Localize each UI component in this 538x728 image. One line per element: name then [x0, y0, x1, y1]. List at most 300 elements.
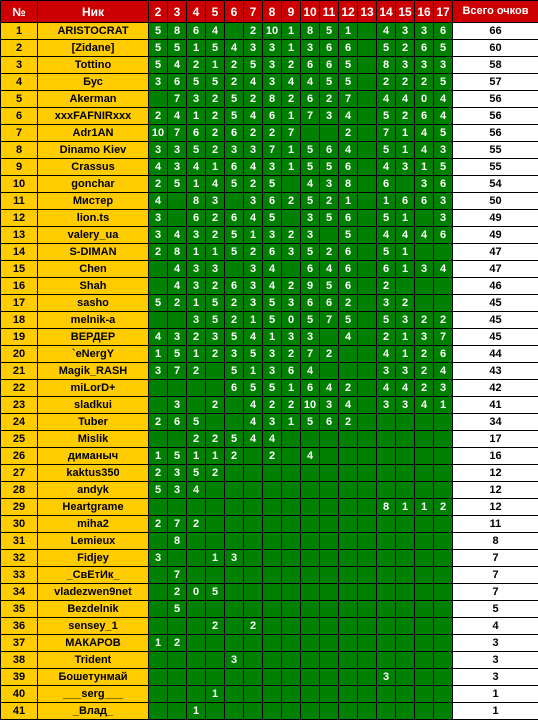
score-cell — [358, 346, 377, 363]
score-cell: 3 — [263, 57, 282, 74]
score-cell — [358, 703, 377, 720]
score-cell — [168, 669, 187, 686]
nick-cell: Lemieux — [38, 533, 149, 550]
score-cell — [320, 465, 339, 482]
score-cell — [187, 652, 206, 669]
nick-cell: [Zidane] — [38, 40, 149, 57]
score-cell — [244, 635, 263, 652]
score-cell: 5 — [225, 244, 244, 261]
nick-cell: miha2 — [38, 516, 149, 533]
score-cell — [415, 210, 434, 227]
score-cell: 1 — [206, 159, 225, 176]
score-cell: 2 — [225, 295, 244, 312]
score-cell: 5 — [168, 601, 187, 618]
score-cell — [225, 261, 244, 278]
score-cell — [225, 482, 244, 499]
score-cell: 2 — [320, 91, 339, 108]
score-cell — [377, 618, 396, 635]
score-cell — [244, 533, 263, 550]
table-row — [1, 244, 538, 261]
score-cell: 4 — [263, 261, 282, 278]
total-cell: 56 — [453, 108, 538, 125]
total-cell: 1 — [453, 686, 538, 703]
score-cell: 3 — [263, 227, 282, 244]
score-cell: 2 — [187, 57, 206, 74]
score-cell: 6 — [301, 295, 320, 312]
score-cell: 3 — [225, 346, 244, 363]
score-cell — [415, 703, 434, 720]
score-cell: 3 — [206, 193, 225, 210]
score-cell: 4 — [244, 329, 263, 346]
score-cell: 3 — [168, 465, 187, 482]
score-cell — [377, 635, 396, 652]
score-cell: 4 — [396, 380, 415, 397]
nick-cell: _Влад_ — [38, 703, 149, 720]
score-cell: 7 — [301, 108, 320, 125]
nick-cell: Dinamo Kiev — [38, 142, 149, 159]
score-cell: 2 — [244, 244, 263, 261]
score-cell — [206, 601, 225, 618]
score-cell: 3 — [149, 142, 168, 159]
score-cell — [377, 550, 396, 567]
score-cell — [301, 669, 320, 686]
score-cell: 6 — [301, 91, 320, 108]
score-cell: 3 — [149, 227, 168, 244]
score-cell: 2 — [415, 363, 434, 380]
score-cell: 6 — [320, 142, 339, 159]
score-cell — [301, 516, 320, 533]
score-cell: 5 — [149, 482, 168, 499]
score-cell: 5 — [377, 312, 396, 329]
score-cell — [339, 516, 358, 533]
table-row — [1, 193, 538, 210]
nick-cell: МАКАРОВ — [38, 635, 149, 652]
score-cell — [415, 244, 434, 261]
score-cell — [358, 635, 377, 652]
table-row — [1, 380, 538, 397]
score-cell: 3 — [396, 57, 415, 74]
score-cell — [339, 550, 358, 567]
score-cell — [225, 567, 244, 584]
score-cell — [263, 465, 282, 482]
score-cell: 1 — [206, 448, 225, 465]
total-cell: 44 — [453, 346, 538, 363]
score-cell — [339, 533, 358, 550]
total-cell: 5 — [453, 601, 538, 618]
score-cell — [358, 380, 377, 397]
total-cell: 66 — [453, 23, 538, 40]
score-cell — [358, 108, 377, 125]
score-cell — [225, 193, 244, 210]
score-cell: 1 — [282, 108, 301, 125]
score-cell: 6 — [415, 108, 434, 125]
score-cell — [358, 210, 377, 227]
score-cell: 2 — [415, 346, 434, 363]
score-cell — [225, 669, 244, 686]
score-cell — [263, 482, 282, 499]
total-cell: 50 — [453, 193, 538, 210]
score-cell — [206, 652, 225, 669]
score-cell — [358, 227, 377, 244]
table-row — [1, 363, 538, 380]
score-cell — [149, 652, 168, 669]
score-cell — [434, 618, 453, 635]
score-cell — [339, 686, 358, 703]
total-cell: 3 — [453, 635, 538, 652]
score-cell — [168, 431, 187, 448]
score-cell — [434, 635, 453, 652]
score-cell — [358, 74, 377, 91]
score-cell — [396, 176, 415, 193]
score-cell: 0 — [415, 91, 434, 108]
score-cell — [396, 686, 415, 703]
score-cell: 2 — [339, 414, 358, 431]
score-cell — [301, 686, 320, 703]
score-cell: 8 — [168, 244, 187, 261]
nick-cell: ВЕРДЕР — [38, 329, 149, 346]
score-cell — [225, 635, 244, 652]
score-cell: 1 — [187, 244, 206, 261]
score-cell: 3 — [206, 261, 225, 278]
score-cell: 4 — [434, 363, 453, 380]
score-cell: 2 — [396, 108, 415, 125]
score-cell: 6 — [415, 40, 434, 57]
score-cell — [396, 278, 415, 295]
header-round: 13 — [358, 1, 377, 23]
score-cell: 2 — [206, 142, 225, 159]
score-cell: 2 — [168, 635, 187, 652]
score-cell: 2 — [320, 244, 339, 261]
score-cell: 3 — [415, 329, 434, 346]
score-cell: 2 — [206, 397, 225, 414]
score-cell: 6 — [168, 414, 187, 431]
score-cell — [282, 210, 301, 227]
table-row — [1, 397, 538, 414]
score-cell — [377, 652, 396, 669]
score-cell: 2 — [320, 346, 339, 363]
score-cell: 5 — [320, 278, 339, 295]
score-cell: 3 — [168, 482, 187, 499]
score-cell — [263, 584, 282, 601]
table-row — [1, 329, 538, 346]
total-cell: 12 — [453, 499, 538, 516]
score-cell: 3 — [168, 397, 187, 414]
score-cell — [377, 516, 396, 533]
score-cell: 4 — [168, 227, 187, 244]
score-cell — [339, 584, 358, 601]
score-cell: 3 — [377, 295, 396, 312]
score-cell: 2 — [225, 57, 244, 74]
score-cell — [263, 618, 282, 635]
score-cell — [168, 499, 187, 516]
total-cell: 45 — [453, 295, 538, 312]
score-cell — [301, 601, 320, 618]
score-cell — [320, 635, 339, 652]
score-cell: 2 — [282, 91, 301, 108]
score-cell: 4 — [415, 397, 434, 414]
score-cell — [339, 652, 358, 669]
nick-cell: sladkui — [38, 397, 149, 414]
score-cell — [282, 176, 301, 193]
score-cell: 5 — [168, 176, 187, 193]
score-cell — [149, 567, 168, 584]
score-cell — [396, 414, 415, 431]
score-cell: 2 — [206, 278, 225, 295]
score-cell: 6 — [339, 244, 358, 261]
score-cell — [282, 686, 301, 703]
score-cell — [434, 244, 453, 261]
score-cell: 5 — [149, 57, 168, 74]
score-cell — [244, 516, 263, 533]
score-cell — [282, 499, 301, 516]
score-cell: 6 — [168, 74, 187, 91]
table-row — [1, 499, 538, 516]
total-cell: 46 — [453, 278, 538, 295]
score-cell: 7 — [263, 142, 282, 159]
table-row — [1, 652, 538, 669]
score-cell: 3 — [263, 346, 282, 363]
rank-cell: 29 — [1, 499, 38, 516]
score-cell — [301, 499, 320, 516]
table-row — [1, 465, 538, 482]
score-cell: 2 — [187, 363, 206, 380]
score-cell — [149, 312, 168, 329]
score-cell — [244, 652, 263, 669]
table-row — [1, 176, 538, 193]
score-cell — [434, 278, 453, 295]
total-cell: 17 — [453, 431, 538, 448]
score-cell — [358, 278, 377, 295]
score-cell: 8 — [263, 91, 282, 108]
score-cell — [396, 482, 415, 499]
score-cell: 4 — [339, 397, 358, 414]
score-cell: 2 — [206, 431, 225, 448]
score-cell: 3 — [187, 91, 206, 108]
score-cell: 1 — [415, 159, 434, 176]
score-cell: 1 — [187, 108, 206, 125]
score-cell: 7 — [282, 125, 301, 142]
table-row — [1, 431, 538, 448]
score-cell — [415, 550, 434, 567]
score-cell: 1 — [206, 244, 225, 261]
score-cell: 2 — [282, 227, 301, 244]
score-cell: 6 — [301, 57, 320, 74]
table-row — [1, 261, 538, 278]
score-cell — [187, 380, 206, 397]
score-cell — [263, 635, 282, 652]
nick-cell: ARISTOCRAT — [38, 23, 149, 40]
score-cell: 5 — [187, 414, 206, 431]
score-cell — [358, 125, 377, 142]
score-cell — [187, 618, 206, 635]
score-cell — [434, 567, 453, 584]
score-cell — [434, 465, 453, 482]
score-cell: 3 — [434, 193, 453, 210]
score-cell — [320, 703, 339, 720]
table-row — [1, 312, 538, 329]
rank-cell: 1 — [1, 23, 38, 40]
score-cell — [415, 448, 434, 465]
score-cell — [339, 448, 358, 465]
score-cell: 3 — [396, 397, 415, 414]
score-cell: 3 — [168, 159, 187, 176]
score-cell: 4 — [415, 142, 434, 159]
total-cell: 55 — [453, 159, 538, 176]
score-cell: 6 — [263, 108, 282, 125]
score-cell: 1 — [415, 499, 434, 516]
total-cell: 45 — [453, 312, 538, 329]
score-cell: 4 — [320, 380, 339, 397]
score-cell — [415, 601, 434, 618]
score-cell — [377, 703, 396, 720]
score-cell — [320, 329, 339, 346]
score-cell — [358, 244, 377, 261]
score-cell: 5 — [244, 380, 263, 397]
total-cell: 3 — [453, 669, 538, 686]
score-cell: 5 — [339, 227, 358, 244]
total-cell: 57 — [453, 74, 538, 91]
score-cell — [263, 703, 282, 720]
score-cell — [187, 635, 206, 652]
score-cell — [149, 601, 168, 618]
score-cell: 3 — [244, 193, 263, 210]
score-cell — [301, 465, 320, 482]
score-cell: 3 — [225, 652, 244, 669]
score-cell: 6 — [377, 261, 396, 278]
score-cell: 5 — [434, 74, 453, 91]
score-cell — [225, 584, 244, 601]
score-cell — [320, 448, 339, 465]
score-cell: 6 — [434, 176, 453, 193]
header-round: 4 — [187, 1, 206, 23]
score-cell — [358, 329, 377, 346]
score-cell: 6 — [225, 278, 244, 295]
score-cell: 4 — [187, 482, 206, 499]
score-cell: 2 — [187, 516, 206, 533]
score-cell: 5 — [149, 23, 168, 40]
score-cell: 1 — [206, 686, 225, 703]
score-cell: 7 — [339, 91, 358, 108]
score-cell: 1 — [396, 142, 415, 159]
score-cell: 4 — [434, 91, 453, 108]
score-cell: 3 — [301, 40, 320, 57]
score-cell: 2 — [187, 329, 206, 346]
score-cell — [358, 414, 377, 431]
nick-cell: vladezwen9net — [38, 584, 149, 601]
nick-cell: Magik_RASH — [38, 363, 149, 380]
score-cell: 2 — [244, 91, 263, 108]
score-cell — [225, 703, 244, 720]
score-cell — [377, 533, 396, 550]
header-round: 14 — [377, 1, 396, 23]
score-cell — [282, 703, 301, 720]
rank-cell: 40 — [1, 686, 38, 703]
score-cell: 6 — [415, 193, 434, 210]
score-cell: 3 — [320, 397, 339, 414]
table-row — [1, 703, 538, 720]
score-cell: 4 — [415, 227, 434, 244]
score-cell — [434, 516, 453, 533]
score-cell: 2 — [263, 125, 282, 142]
score-cell — [415, 482, 434, 499]
score-cell — [415, 635, 434, 652]
score-cell — [168, 210, 187, 227]
score-cell — [434, 584, 453, 601]
table-row — [1, 74, 538, 91]
score-cell: 3 — [244, 261, 263, 278]
score-cell — [187, 397, 206, 414]
score-cell: 8 — [377, 57, 396, 74]
score-cell — [415, 465, 434, 482]
score-cell: 2 — [339, 295, 358, 312]
score-cell: 3 — [434, 380, 453, 397]
rank-cell: 12 — [1, 210, 38, 227]
score-cell: 2 — [282, 57, 301, 74]
score-cell: 3 — [396, 363, 415, 380]
table-row — [1, 142, 538, 159]
score-cell: 2 — [225, 448, 244, 465]
score-cell — [415, 431, 434, 448]
score-cell — [358, 652, 377, 669]
score-cell — [263, 686, 282, 703]
score-cell — [358, 159, 377, 176]
table-row — [1, 516, 538, 533]
total-cell: 7 — [453, 567, 538, 584]
total-cell: 16 — [453, 448, 538, 465]
score-cell: 2 — [206, 465, 225, 482]
rank-cell: 36 — [1, 618, 38, 635]
rank-cell: 32 — [1, 550, 38, 567]
score-cell — [282, 567, 301, 584]
score-cell: 7 — [377, 125, 396, 142]
score-cell: 4 — [263, 431, 282, 448]
score-cell — [415, 584, 434, 601]
score-cell — [187, 533, 206, 550]
rank-cell: 25 — [1, 431, 38, 448]
score-cell: 5 — [339, 57, 358, 74]
score-cell: 2 — [282, 346, 301, 363]
score-cell: 4 — [301, 74, 320, 91]
score-cell — [396, 550, 415, 567]
score-cell — [206, 482, 225, 499]
score-cell — [206, 499, 225, 516]
score-cell: 5 — [320, 210, 339, 227]
score-cell: 3 — [244, 295, 263, 312]
score-cell: 4 — [377, 380, 396, 397]
nick-cell: miLorD+ — [38, 380, 149, 397]
score-cell — [301, 431, 320, 448]
score-cell — [358, 482, 377, 499]
score-cell: 6 — [225, 159, 244, 176]
score-cell — [263, 550, 282, 567]
score-cell: 1 — [244, 227, 263, 244]
score-cell — [320, 499, 339, 516]
score-cell: 2 — [206, 618, 225, 635]
score-cell: 6 — [263, 244, 282, 261]
score-cell — [415, 686, 434, 703]
score-cell: 4 — [415, 125, 434, 142]
table-row — [1, 669, 538, 686]
rank-cell: 2 — [1, 40, 38, 57]
score-cell — [282, 431, 301, 448]
score-cell — [282, 516, 301, 533]
score-cell — [415, 567, 434, 584]
total-cell: 56 — [453, 91, 538, 108]
score-cell: 4 — [434, 108, 453, 125]
score-cell — [225, 414, 244, 431]
score-cell — [149, 618, 168, 635]
score-cell — [244, 448, 263, 465]
